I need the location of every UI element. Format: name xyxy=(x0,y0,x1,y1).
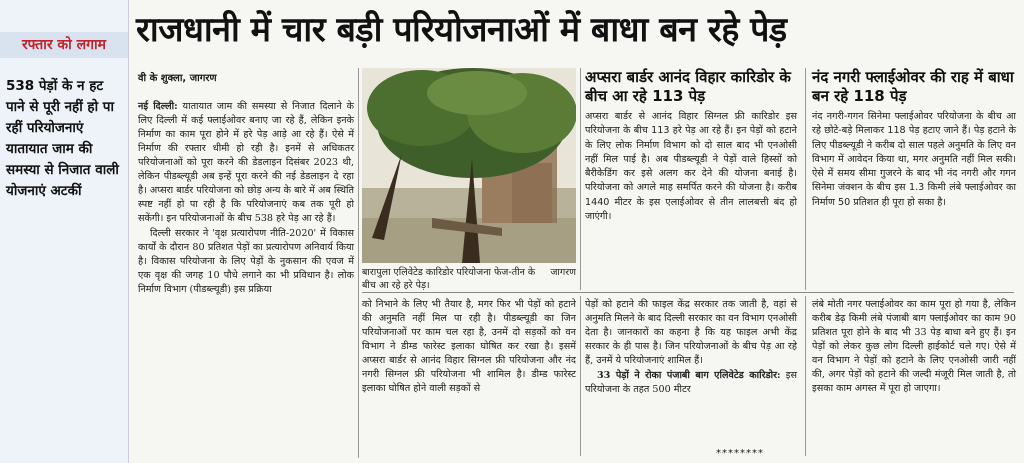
news-photo xyxy=(362,68,576,263)
photo-caption xyxy=(362,266,576,292)
article-column-3 xyxy=(585,298,797,398)
story2-body: नंद नगरी-गगन सिनेमा फ्लाईओवर परियोजना के बीच आ रहे छोटे-बड़े मिलाकर 118 पेड़ हटाए जाने हैं। पेड़ हटाने के लिए पीडब्ल्यूडी ने करीब दो साल पहले अनुमति के लिए वन विभाग में आवेदन किया था, मगर अनुमति नहीं मिल सकी। ऐसे में समय सीमा गुजरने के बाद भी नंद नगरी और गगन सिनेमा जंक्शन के बीच इस 1.3 किमी लंबे फ्लाईओवर का निर्माण 50 प्रतिशत ही पूरा हो सका है। xyxy=(812,111,1016,208)
section-divider xyxy=(362,292,1014,293)
article-column-2: को निभाने के लिए भी तैयार है, मगर फिर भी पेड़ों को हटाने की अनुमति नहीं मिल पा रही है। पीडब्ल्यूडी का जिन परियोजनाओं पर काम चल रहा है, उनमें दो सड़कों को वन विभाग ने डीम्ड फारेस्ट इलाका घोषित कर रखा है। इसमें अप्सरा बार्डर से आनंद विहार सिग्नल फ्री परियोजना और नंद नगरी सिग्नल फ्री परियोजना भी शामिल है। डीम्ड फारेस्ट इलाका घोषित होने वाली सड़कों से xyxy=(362,299,576,394)
main-headline: राजधानी में चार बड़ी परियोजनाओं में बाधा बन रहे पेड़ xyxy=(136,10,787,50)
sidebar-panel xyxy=(0,0,129,463)
section-kicker: रफ्तार को लगाम xyxy=(0,32,128,58)
col3-paragraph-2: इस परियोजना के तहत 500 मीटर xyxy=(585,370,797,395)
column-divider xyxy=(805,68,806,290)
photo-credit: जागरण xyxy=(550,267,576,278)
column-divider xyxy=(580,68,581,290)
end-mark: ******** xyxy=(716,448,764,459)
byline: वी के शुक्ला, जागरण xyxy=(138,73,217,84)
story2-headline: नंद नगरी फ्लाईओवर की राह में बाधा बन रहे 118 पेड़ xyxy=(812,68,1014,105)
trees-photo-illustration xyxy=(362,68,576,263)
story1-headline: अप्सरा बार्डर आनंद विहार कारिडोर के बीच आ रहे 113 पेड़ xyxy=(585,68,791,105)
col1-paragraph-1: यातायात जाम की समस्या से निजात दिलाने के लिए दिल्ली में कई फ्लाईओवर बनाए जा रहे हैं, लेकिन इनके निर्माण का काम पूरा होने में हरे पेड़ आड़े आ रहे हैं। ऐसे में निर्माण की रफ्तार धीमी हो रही है। इनमें से अधिकतर परियोजनाओं को पूरा करने की डेडलाइन दिसंबर 2023 थी, लेकिन पीडब्ल्यूडी अब इन्हें पूरा करने की नई डेडलाइन दे रहा है। अप्सरा बार्डर परियोजना को छोड़ अन्य के बारे में अब स्थिति स्पष्ट नहीं हो पा रही है कि परियोजनाएं कब तक पूरी हो सकेंगी। इन परियोजनाओं के बीच 538 हरे पेड़ आ रहे हैं। xyxy=(138,101,354,224)
article-column-1 xyxy=(138,100,354,298)
column-divider xyxy=(580,296,581,456)
column-divider xyxy=(805,296,806,456)
subhead-lead: 33 पेड़ों ने रोका पंजाबी बाग एलिवेटेड कारिडोर: xyxy=(597,370,781,381)
column-divider xyxy=(358,68,359,458)
sidebar-summary: 538 पेड़ों के न हट पाने से पूरी नहीं हो पा रहीं परियोजनाएं यातायात जाम की समस्या से निजात वाली योजनाएं अटकीं xyxy=(6,78,119,199)
col3-paragraph-1: पेड़ों को हटाने की फाइल केंद्र सरकार तक जाती है, वहां से अनुमति मिलने के बाद दिल्ली सरकार का वन विभाग एनओसी देता है। जानकारों का कहना है कि यह फाइल अभी केंद्र सरकार के ही पास है। जिन परियोजनाओं के बीच पेड़ आ रहे हैं, उनमें ये परियोजनाएं शामिल हैं। xyxy=(585,299,797,366)
col1-paragraph-2: दिल्ली सरकार ने 'वृक्ष प्रत्यारोपण नीति-2020' में विकास कार्यों के दौरान 80 प्रतिशत पेड़ों का प्रत्यारोपण अनिवार्य किया है। विकास परियोजना के लिए पेड़ों के नुकसान की एवज में एक वृक्ष की जगह 10 पौधे लगाने का भी प्रविधान है। लोक निर्माण विभाग (पीडब्ल्यूडी) इस प्रक्रिया xyxy=(138,228,354,295)
article-column-4: लंबे मोती नगर फ्लाईओवर का काम पूरा हो गया है, लेकिन करीब डेढ़ किमी लंबे पंजाबी बाग फ्लाईओवर का काम 90 प्रतिशत पूरा होने के बाद भी 33 पेड़ बाधा बने हुए हैं। इन पेड़ों को लेकर कुछ लोग दिल्ली हाईकोर्ट चले गए। ऐसे में वन विभाग ने पेड़ों को हटाने के लिए एनओसी जारी नहीं की, अगर पेड़ों को हटाने की जल्दी मंजूरी मिल जाती है, तो इसका काम अगस्त में पूरा हो जाएगा। xyxy=(812,299,1016,394)
dateline: नई दिल्ली: xyxy=(138,101,178,112)
story1-body: अप्सरा बार्डर से आनंद विहार सिग्नल फ्री कारिडोर इस परियोजना के बीच 113 हरे पेड़ आ रहे हैं। इन पेड़ों को हटाने के लिए लोक निर्माण विभाग को दो साल बाद भी एनओसी नहीं मिल पाई है। अब पीडब्ल्यूडी ने पेड़ों वाले हिस्सों को बैरीकेडिंग कर इसे अलग कर देने की योजना बनाई है। परियोजना को अगले माह समर्पित करने की योजना है। करीब 1440 मीटर के इस एलाईओवर से तीन लालबत्ती बंद हो जाएंगी। xyxy=(585,111,797,223)
caption-text: बारापुला एलिवेटेड कारिडोर परियोजना फेज-तीन के बीच आ रहे हरे पेड़। xyxy=(362,267,536,291)
